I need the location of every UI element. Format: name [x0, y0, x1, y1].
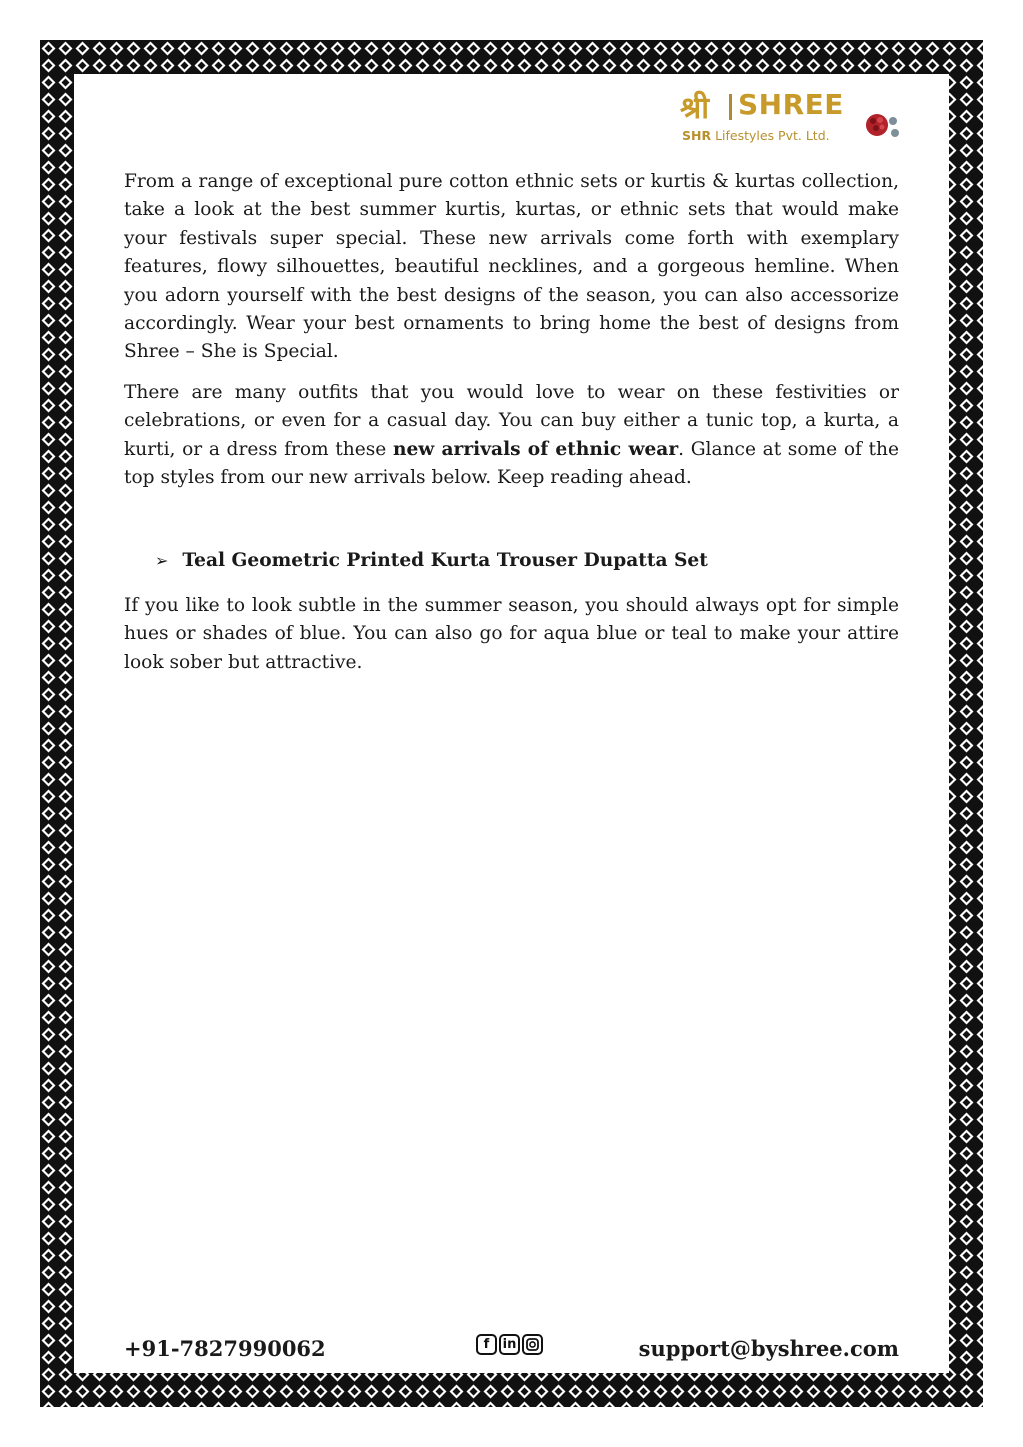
- teal-set-paragraph: If you like to look subtle in the summer season, you should always opt for simple hues or shades of blue. You can also go for aqua blue or teal to make your attire look sober but attractive.: [124, 595, 899, 673]
- logo-company-rest: Lifestyles Pvt. Ltd.: [711, 128, 830, 143]
- arrow-bullet-icon: ➢: [155, 551, 169, 570]
- section-heading-text: Teal Geometric Printed Kurta Trouser Dupatta Set: [182, 550, 708, 571]
- instagram-glyph: [526, 1338, 539, 1351]
- instagram-icon[interactable]: [522, 1334, 543, 1355]
- section-body: [124, 592, 899, 689]
- new-arrivals-link-text: new arrivals of ethnic wear: [392, 438, 679, 460]
- logo-hindi-text: श्री: [680, 91, 710, 126]
- logo-company-bold: SHR: [682, 128, 712, 143]
- logo-separator: [729, 94, 732, 120]
- section-heading: [155, 550, 708, 571]
- footer-phone[interactable]: +91-7827990062: [124, 1336, 326, 1361]
- outfits-text-end: . Glance at some of the top styles from our new arrivals below. Keep reading ahead.: [124, 438, 899, 489]
- social-links: [476, 1334, 543, 1355]
- logo-company-name: [682, 128, 830, 143]
- facebook-icon[interactable]: f: [476, 1334, 497, 1355]
- main-content: [124, 168, 899, 504]
- logo-brand-name: SHREE: [738, 88, 844, 121]
- outfits-paragraph: [124, 379, 899, 493]
- outfits-text-start: There are many outfits that you would love to wear on these festivities or celebrations, or even for a casual day. You can buy either a tunic top, a kurta, a kurti, or a dress from these: [124, 381, 899, 460]
- brand-logo: [680, 86, 902, 150]
- linkedin-icon[interactable]: in: [499, 1334, 520, 1355]
- flower-mark-icon: [864, 108, 902, 142]
- footer-email[interactable]: support@byshree.com: [638, 1336, 899, 1361]
- intro-paragraph: From a range of exceptional pure cotton ethnic sets or kurtis & kurtas collection, take a look at the best summer kurtis, kurtas, or ethnic sets that would make your festivals super special. These new arrivals come forth with exemplary features, flowy silhouettes, beautiful necklines, and a gorgeous hemline. When you adorn yourself with the best designs of the season, you can also accessorize accordingly. Wear your best ornaments to bring home the best of designs from Shree – She is Special.: [124, 171, 899, 363]
